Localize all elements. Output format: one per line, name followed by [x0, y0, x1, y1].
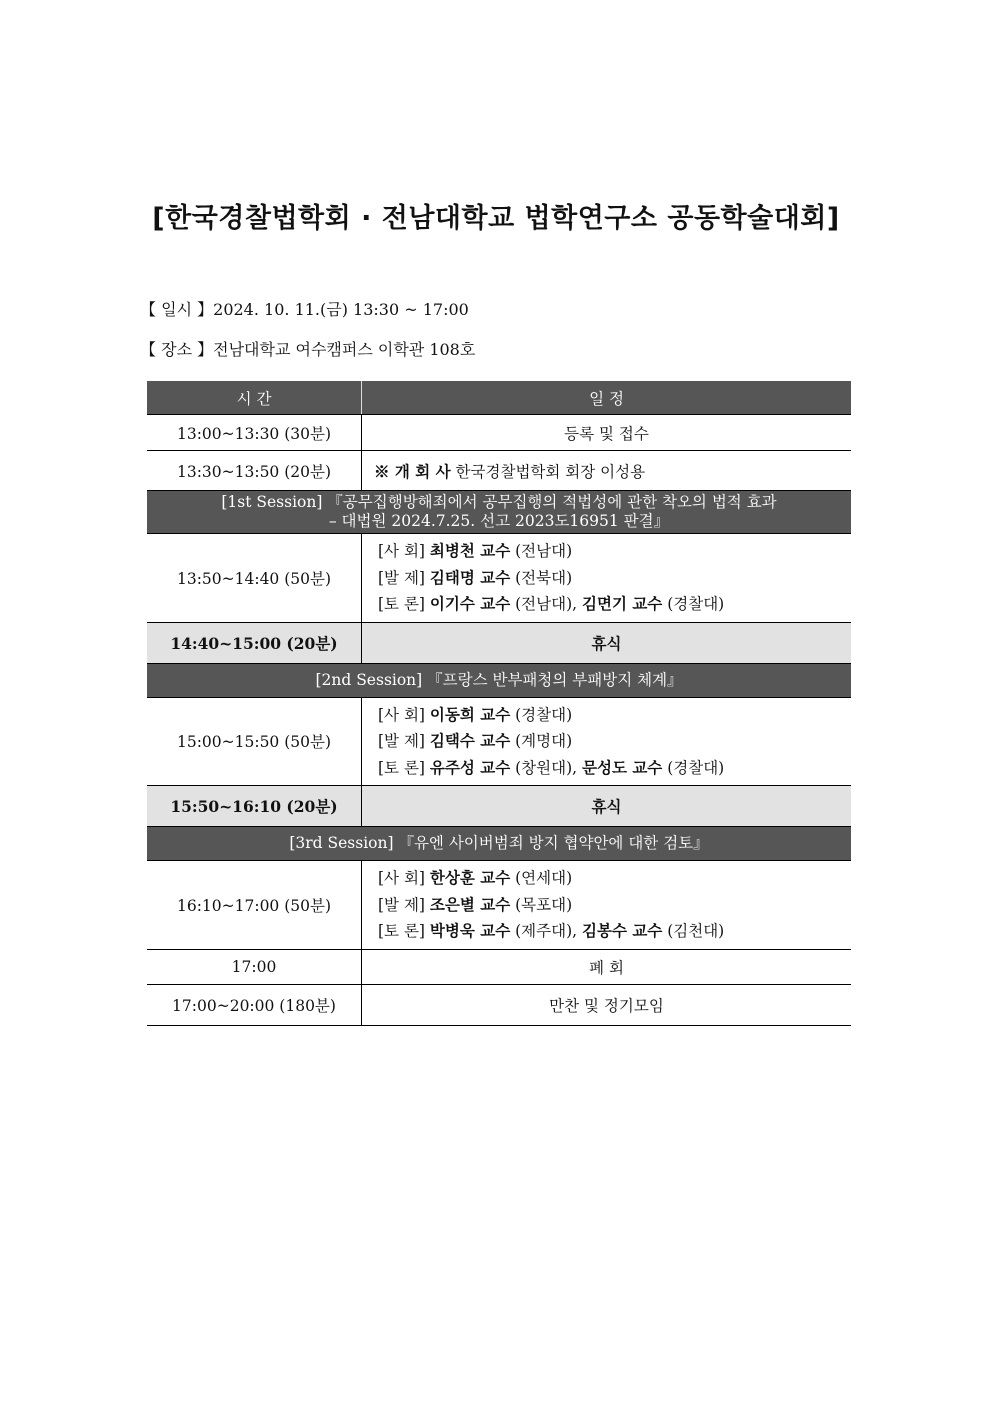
- table-row: [147, 622, 851, 663]
- header-time: 시 간: [147, 381, 362, 415]
- schedule-table: [147, 381, 851, 1026]
- bracket-open-icon: 【: [140, 300, 157, 319]
- event-date: [140, 297, 469, 320]
- page-title: [한국경찰법학회 · 전남대학교 법학연구소 공동학술대회]: [152, 203, 840, 234]
- table-row: [147, 949, 851, 984]
- table-row: [147, 697, 851, 786]
- presenter-name: 조은별 교수: [429, 894, 511, 914]
- discussant2-name: 김면기 교수: [582, 594, 663, 613]
- row-time: 15:00~15:50 (50분): [147, 697, 362, 786]
- presenter-label: [발 제]: [378, 732, 425, 750]
- row-time: 13:00~13:30 (30분): [147, 415, 362, 451]
- table-row: [147, 534, 851, 623]
- chair-line: [378, 538, 845, 565]
- presenter-name: 김택수 교수: [429, 731, 511, 750]
- row-program: [362, 451, 852, 491]
- bracket-open-icon: 【: [140, 340, 157, 359]
- chair-label: [사 회]: [378, 869, 425, 887]
- presenter-name: 김태명 교수: [429, 567, 511, 587]
- discussant2-name: 문성도 교수: [582, 757, 663, 777]
- chair-line: [378, 702, 845, 729]
- row-program: 만찬 및 정기모임: [362, 984, 852, 1025]
- discussant2-affil: (경찰대): [667, 595, 725, 613]
- table-row: [147, 451, 851, 491]
- header-program: 일 정: [362, 381, 852, 415]
- chair-affil: (경찰대): [515, 705, 573, 724]
- table-row: [147, 984, 851, 1025]
- chair-label: [사 회]: [378, 542, 425, 560]
- presenter-line: [378, 892, 845, 919]
- row-program: 등록 및 접수: [362, 415, 852, 451]
- date-label: 일시: [161, 300, 193, 319]
- chair-line: [378, 865, 845, 892]
- session1-title-line1: [1st Session] 『공무집행방해죄에서 공무집행의 적법성에 관한 착오의 법적 효과: [221, 493, 777, 511]
- discussant1-name: 유주성 교수: [429, 757, 511, 777]
- discussant1-affil: (창원대),: [515, 758, 578, 777]
- row-time: 17:00~20:00 (180분): [147, 984, 362, 1025]
- presenter-line: [378, 565, 845, 592]
- event-place: [140, 337, 475, 360]
- discussant1-affil: (전남대),: [515, 595, 578, 613]
- discussant1-affil: (제주대),: [515, 922, 578, 940]
- presenter-label: [발 제]: [378, 568, 425, 587]
- table-row: [147, 415, 851, 451]
- row-time: 13:30~13:50 (20분): [147, 451, 362, 491]
- discussant2-affil: (김천대): [667, 922, 725, 940]
- session3-title: [3rd Session] 『유엔 사이버범죄 방지 협약안에 대한 검토』: [147, 827, 851, 861]
- session3-participants: [362, 861, 852, 950]
- discussant1-name: 박병욱 교수: [429, 921, 511, 940]
- discussant-line: [378, 591, 845, 618]
- place-label: 장소: [161, 340, 193, 359]
- chair-affil: (전남대): [515, 542, 573, 560]
- opening-speaker: 한국경찰법학회 회장 이성용: [455, 462, 646, 481]
- row-time: 17:00: [147, 949, 362, 984]
- session-header-row: [147, 827, 851, 861]
- session-header-row: [147, 491, 851, 534]
- session2-title: [2nd Session] 『프랑스 반부패청의 부패방지 체계』: [147, 663, 851, 697]
- chair-name: 이동희 교수: [429, 704, 511, 724]
- date-value: 2024. 10. 11.(금) 13:30 ~ 17:00: [213, 300, 469, 319]
- chair-name: 한상훈 교수: [429, 868, 511, 887]
- presenter-affil: (계명대): [515, 732, 573, 750]
- opening-label: ※ 개 회 사: [374, 461, 451, 481]
- discussant2-affil: (경찰대): [667, 758, 725, 777]
- session1-participants: [362, 534, 852, 623]
- presenter-label: [발 제]: [378, 895, 425, 914]
- row-time: 13:50~14:40 (50분): [147, 534, 362, 623]
- row-program: 휴식: [362, 786, 852, 827]
- row-program: 폐 회: [362, 949, 852, 984]
- table-row: [147, 861, 851, 950]
- row-time: 15:50~16:10 (20분): [147, 786, 362, 827]
- row-time: 16:10~17:00 (50분): [147, 861, 362, 950]
- discussant-label: [토 론]: [378, 922, 425, 940]
- row-time: 14:40~15:00 (20분): [147, 622, 362, 663]
- bracket-close-icon: 】: [197, 340, 214, 359]
- bracket-close-icon: 】: [197, 300, 214, 319]
- discussant-label: [토 론]: [378, 758, 425, 777]
- table-row: [147, 786, 851, 827]
- presenter-affil: (전북대): [515, 568, 573, 587]
- table-header-row: [147, 381, 851, 415]
- session2-participants: [362, 697, 852, 786]
- session1-title-line2: – 대법원 2024.7.25. 선고 2023도16951 판결』: [328, 512, 670, 530]
- session-header-row: [147, 663, 851, 697]
- presenter-affil: (목포대): [515, 895, 573, 914]
- discussant2-name: 김봉수 교수: [582, 921, 663, 940]
- discussant1-name: 이기수 교수: [429, 594, 511, 613]
- discussant-line: [378, 918, 845, 945]
- row-program: 휴식: [362, 622, 852, 663]
- presenter-line: [378, 728, 845, 755]
- chair-affil: (연세대): [515, 869, 573, 887]
- chair-label: [사 회]: [378, 705, 425, 724]
- discussant-line: [378, 755, 845, 782]
- chair-name: 최병천 교수: [429, 541, 511, 560]
- session1-title: [147, 491, 851, 534]
- place-value: 전남대학교 여수캠퍼스 이학관 108호: [213, 340, 476, 359]
- discussant-label: [토 론]: [378, 595, 425, 613]
